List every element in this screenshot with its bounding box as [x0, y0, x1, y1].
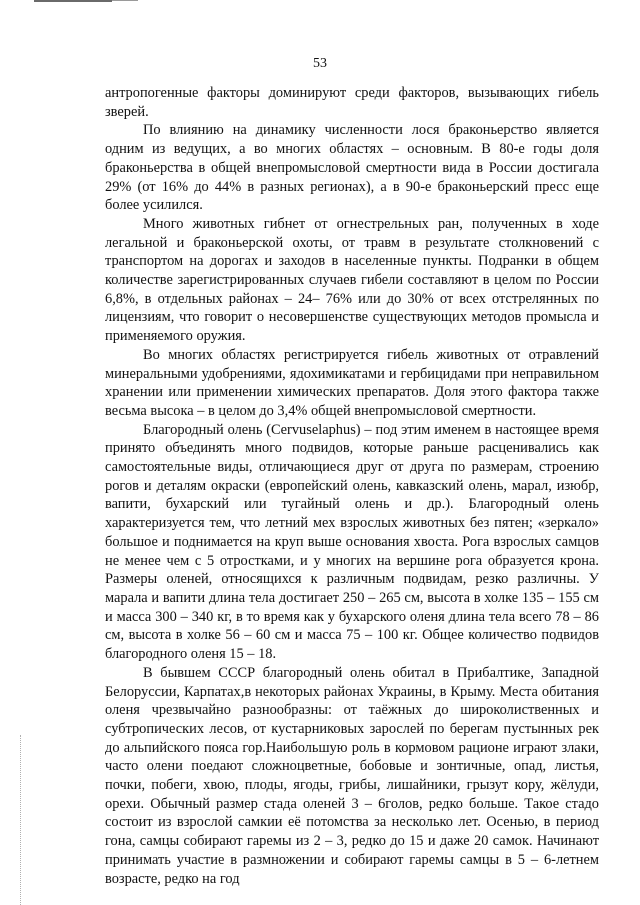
- paragraph-habitat: В бывшем СССР благородный олень обитал в Прибалтике, Западной Белоруссии, Карпатах,в некоторых районах Украины, в Крыму. Места обитания оленя чрезвычайно разнообразны: от таёжных до широколиственных и субтропических лесов, от кустарниковых зарослей по берегам пустынных рек до альпийского пояса гор.Наибольшую роль в кормовом рационе играют злаки, часто олени поедают сложноцветные, бобовые и зонтичные, опад, листья, почки, побеги, хвою, плоды, ягоды, грибы, лишайники, грызут кору, жёлуди, орехи. Обычный размер стада оленей 3 – 6голов, редко больше. Такое стадо состоит из взрослой самкии её потомства за несколько лет. Осенью, в период гона, самцы собирают гаремы из 2 – 3, редко до 15 и даже 20 самок. Начинают принимать участие в размножении и собирают гаремы самцы в 5 – 6-летнем возрасте, редко на год: [105, 664, 599, 887]
- paragraph-poisoning: Во многих областях регистрируется гибель животных от отравлений минеральными удобрениями, ядохимикатами и гербицидами при неправильном хранении или применении химических препаратов. Доля этого фактора также весьма высока – в целом до 3,4% общей внепромысловой смертности.: [105, 346, 599, 419]
- paragraph-continuation: антропогенные факторы доминируют среди факторов, вызывающих гибель зверей.: [105, 85, 599, 120]
- scan-edge-line-thin: [112, 0, 138, 1]
- paragraph-wounds: Много животных гибнет от огнестрельных ран, полученных в ходе легальной и браконьерской охоты, от травм в результате столкновений с транспортом на дорогах и заходов в населенные пункты. Подранки в общем количестве зарегистрированных случаев гибели составляют в целом по России 6,8%, в отдельных районах – 24– 76% или до 30% от всех отстрелянных по лицензиям, что говорит о несовершенстве существующих методов промысла и применяемого оружия.: [105, 215, 599, 345]
- scan-edge-line: [34, 0, 112, 2]
- paragraph-red-deer: Благородный олень (Cervuselaphus) – под этим именем в настоящее время принято объединять много подвидов, которые раньше расценивались как самостоятельные виды, отличающиеся друг от друга по размерам, строению рогов и деталям окраски (европейский олень, кавказский олень, марал, изюбр, вапити, бухарский или тугайный олень и др.). Благородный олень характеризуется тем, что летний мех взрослых животных без пятен; «зеркало» большое и поднимается на круп выше основания хвоста. Рога взрослых самцов не менее чем с 5 отростками, и у многих на вершине рога образуется крона. Размеры оленей, относящихся к различным подвидам, резко различны. У марала и вапити длина тела достигает 250 – 265 см, высота в холке 135 – 155 см и масса 300 – 340 кг, в то время как у бухарского оленя длина тела всего 78 – 86 см, высота в холке 56 – 60 см и масса 75 – 100 кг. Общее количество подвидов благородного оленя 15 – 18.: [105, 421, 599, 663]
- document-body: [105, 84, 599, 888]
- paragraph-poaching: По влиянию на динамику численности лося браконьерство является одним из ведущих, а во многих областях – основным. В 80-е годы доля браконьерства в общей внепромысловой смертности вида в России достигала 29% (от 16% до 44% в разных регионах), а в 90-е браконьерский пресс еще более усилился.: [105, 122, 599, 214]
- page-number: 53: [313, 56, 327, 71]
- scan-margin-artifact: [20, 735, 25, 905]
